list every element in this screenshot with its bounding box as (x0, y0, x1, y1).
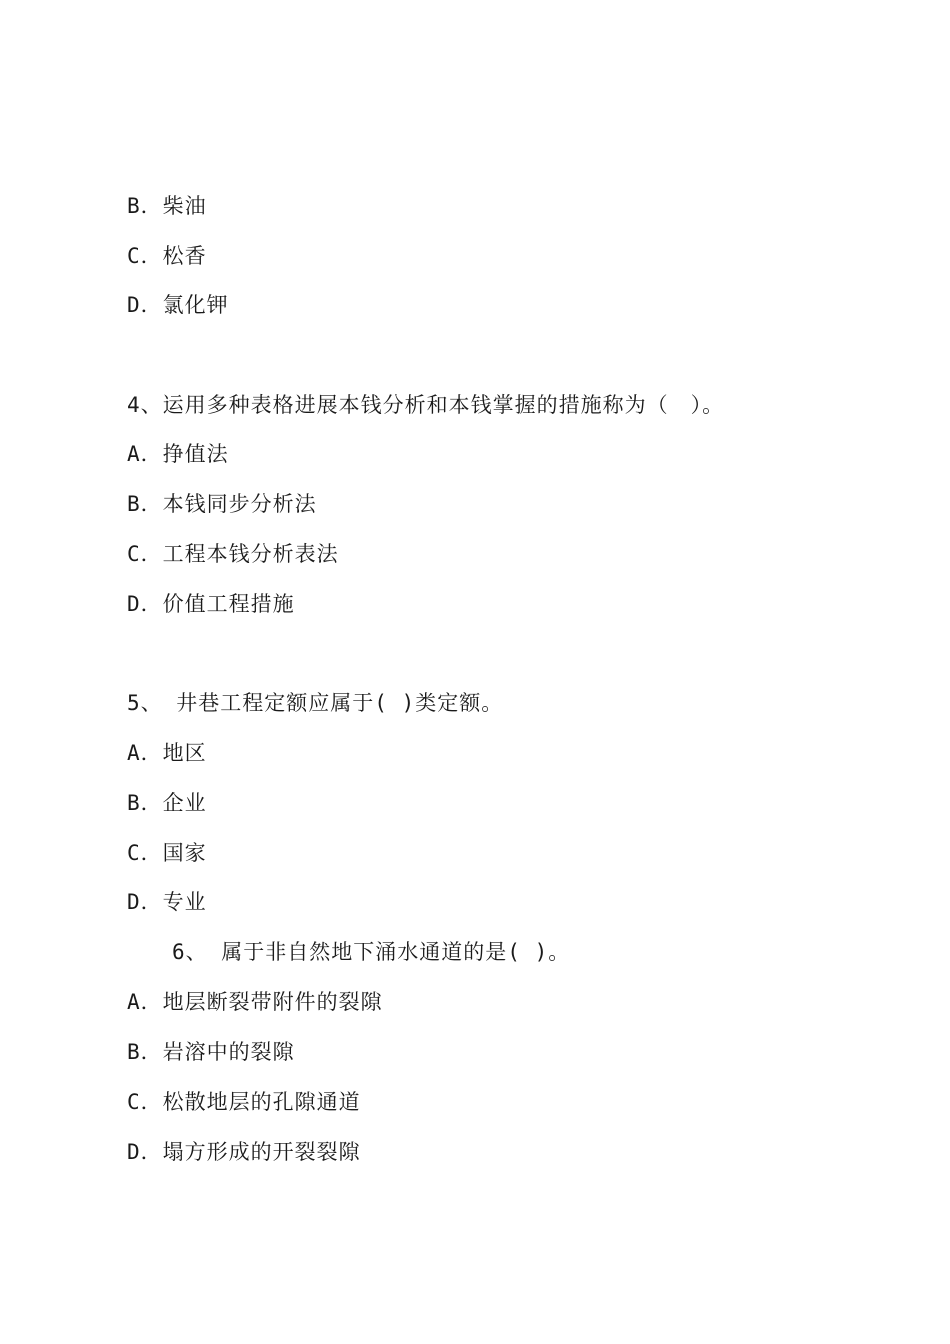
option-q4-c: C．工程本钱分析表法 (127, 542, 339, 566)
option-q6-b: B．岩溶中的裂隙 (127, 1040, 295, 1064)
option-q4-d: D．价值工程措施 (127, 592, 295, 616)
option-q5-a: A．地区 (127, 741, 207, 765)
option-q3-c: C．松香 (127, 244, 207, 268)
option-q6-d: D．塌方形成的开裂裂隙 (127, 1140, 361, 1164)
question-5-stem: 5、 井巷工程定额应属于( )类定额。 (127, 691, 504, 715)
question-4-stem: 4、运用多种表格进展本钱分析和本钱掌握的措施称为（ ）。 (127, 393, 725, 417)
option-q4-b: B．本钱同步分析法 (127, 492, 317, 516)
option-q6-c: C．松散地层的孔隙通道 (127, 1090, 361, 1114)
option-q5-d: D．专业 (127, 890, 207, 914)
option-q3-b: B．柴油 (127, 194, 207, 218)
option-q4-a: A．挣值法 (127, 442, 229, 466)
option-q5-b: B．企业 (127, 791, 207, 815)
question-6-stem: 6、 属于非自然地下涌水通道的是( )。 (172, 940, 571, 964)
option-q5-c: C．国家 (127, 841, 207, 865)
option-q6-a: A．地层断裂带附件的裂隙 (127, 990, 383, 1014)
option-q3-d: D．氯化钾 (127, 293, 229, 317)
